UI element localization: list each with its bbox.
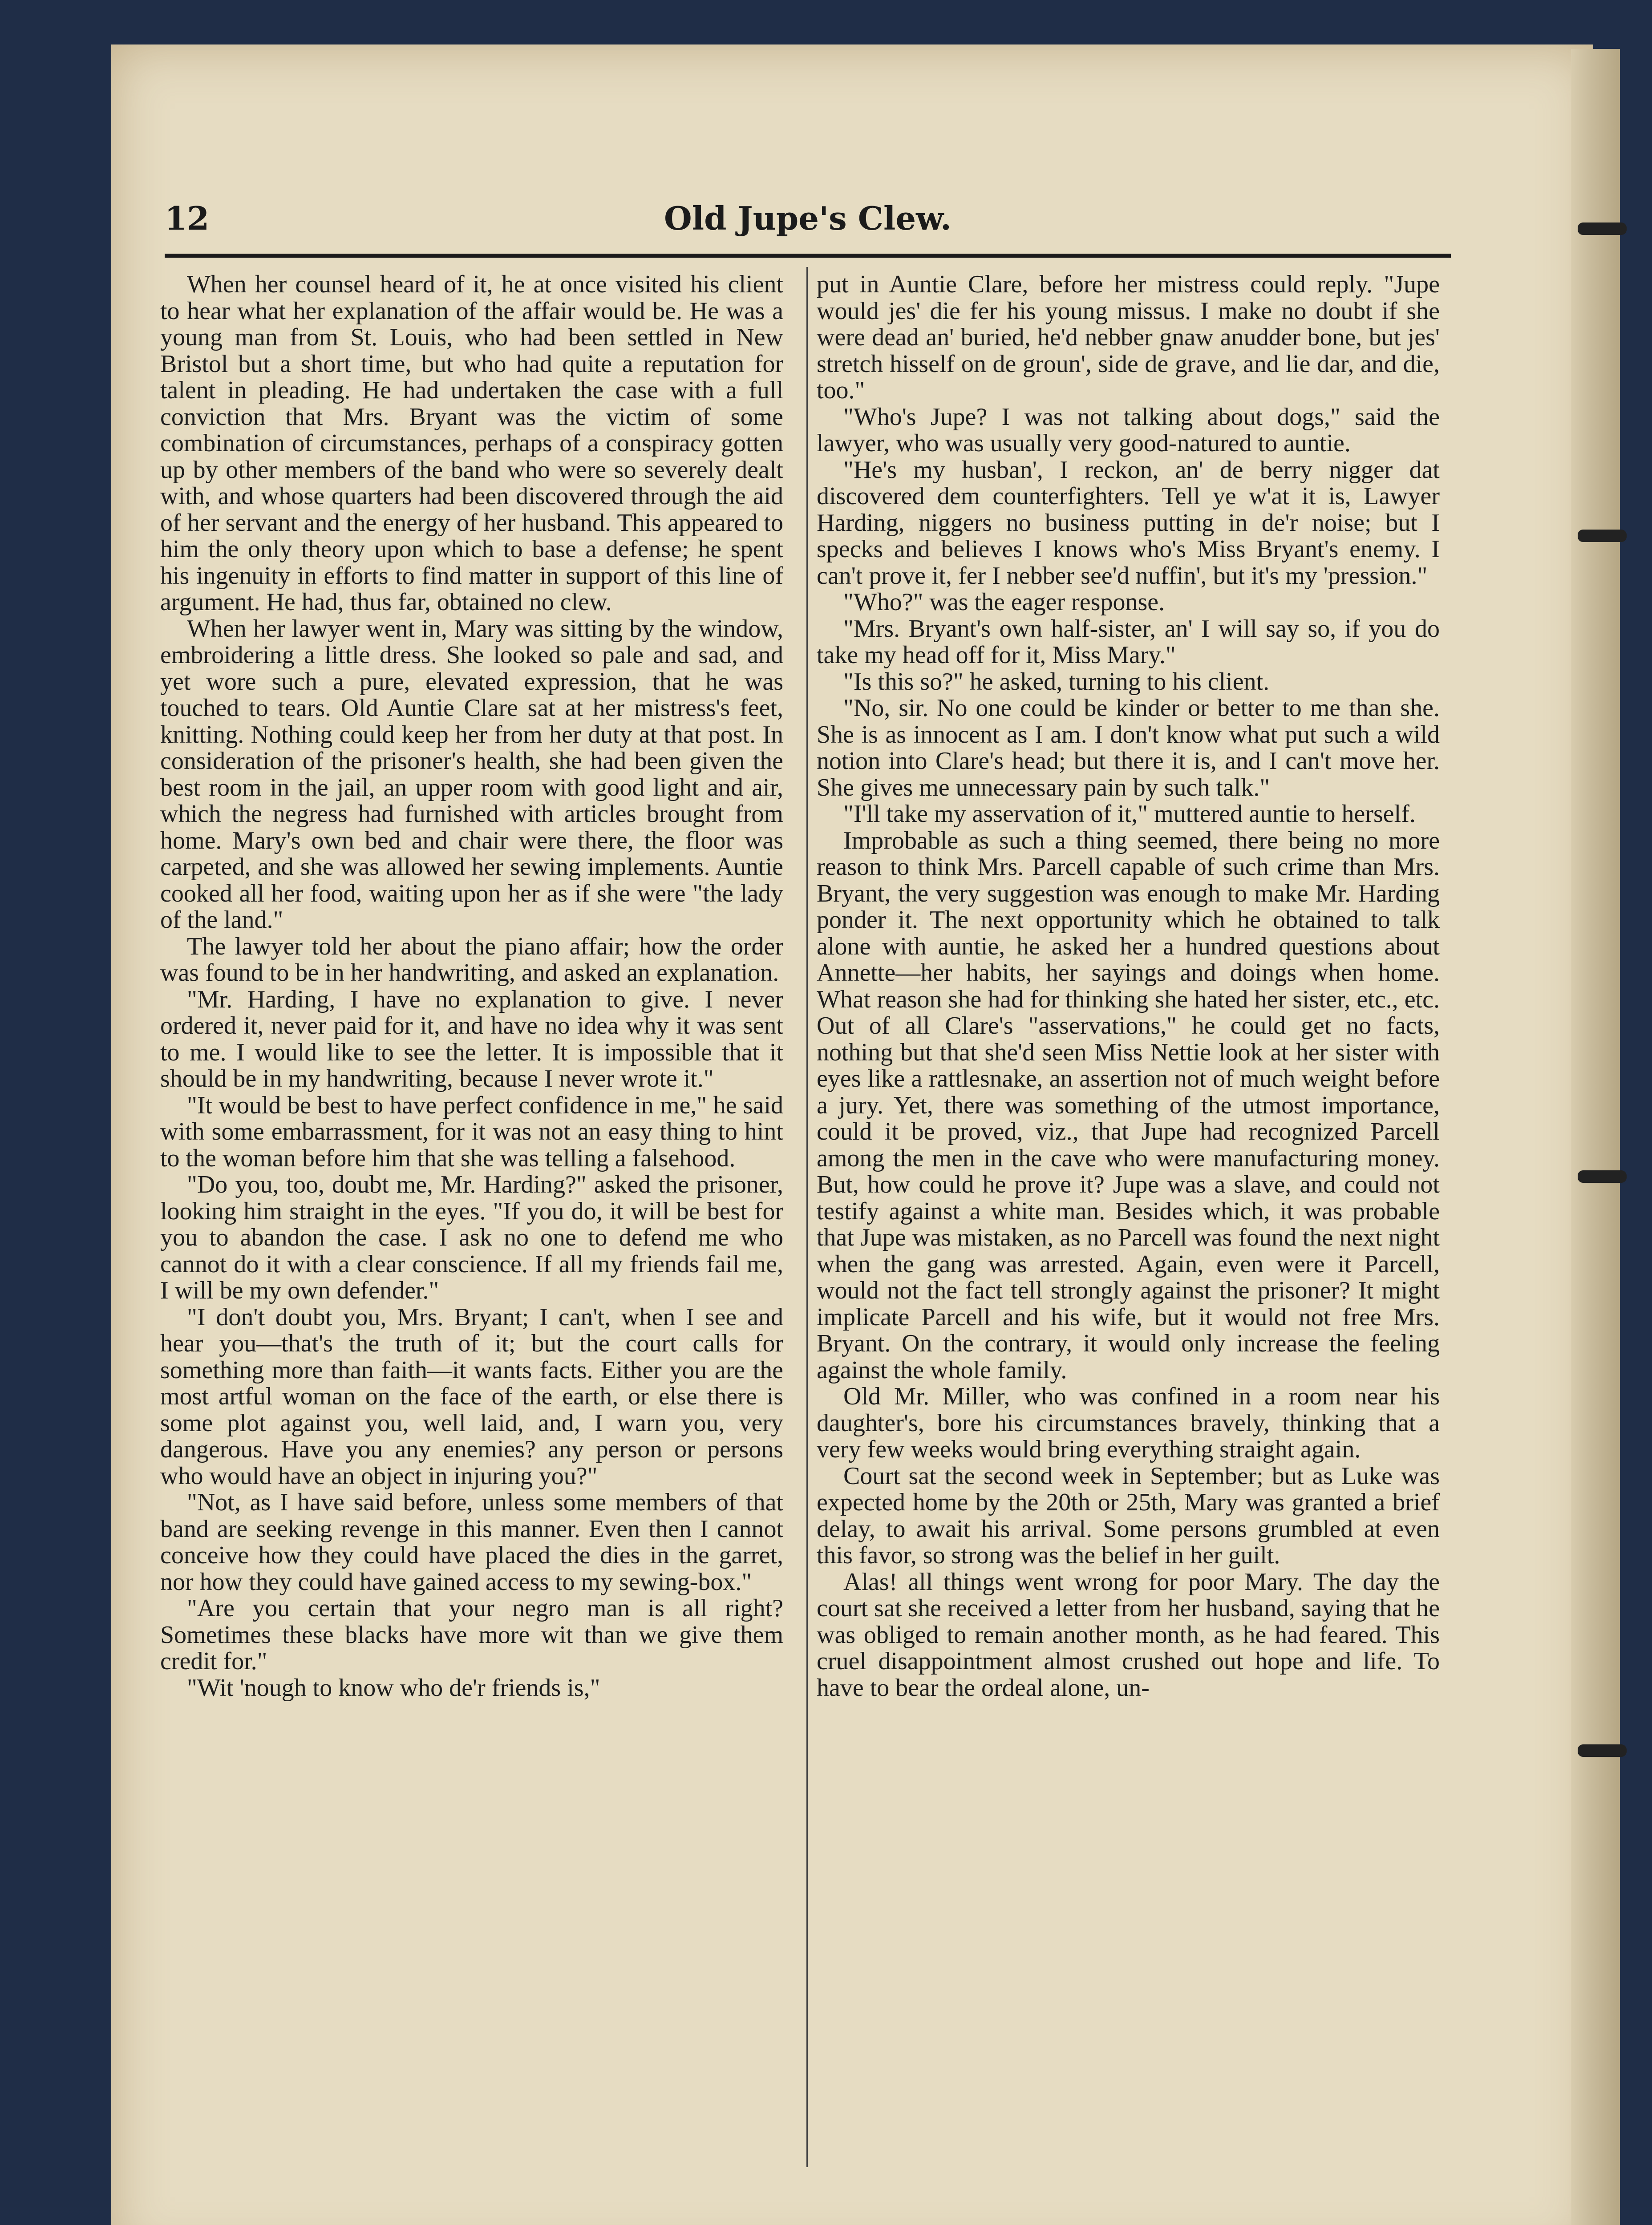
paragraph: "I'll take my asservation of it," muttered auntie to herself. [843, 800, 1416, 828]
paragraph: Alas! all things went wrong for poor Mary. The day the court sat she received a letter from her husband, saying that he was obliged to remain another month, as he had feared. This cruel disappointment almost crushed out hope and life. To have to bear the ordeal alone, un- [817, 1568, 1440, 1702]
paragraph: "Not, as I have said before, unless some members of that band are seeking revenge in this manner. Even then I cannot conceive how they could have placed the dies in the garret, nor how they could have gained access to my sewing-box." [160, 1489, 783, 1596]
right-column [817, 271, 1440, 2158]
paragraph: put in Auntie Clare, before her mistress could reply. "Jupe would jes' die fer his young missus. I make no doubt if she were dead an' buried, he'd nebber gnaw anudder bone, but jes' stretch hisself on de groun', side de grave, and lie dar, and die, too." [817, 271, 1440, 404]
paragraph: "Wit 'nough to know who de'r friends is," [187, 1674, 600, 1702]
paragraph: "Is this so?" he asked, turning to his client. [843, 668, 1270, 696]
paragraph: "No, sir. No one could be kinder or better to me than she. She is as innocent as I am. I don't know what put such a wild notion into Clare's head; but there it is, and I can't move her. She gives me unnecessary pain by such talk." [817, 694, 1440, 801]
paragraph: "Who's Jupe? I was not talking about dogs," said the lawyer, who was usually very good-natured to auntie. [817, 403, 1440, 457]
binding-stitch [1578, 1170, 1627, 1183]
paragraph: Improbable as such a thing seemed, there being no more reason to think Mrs. Parcell capable of such crime than Mrs. Bryant, the very suggestion was enough to make Mr. Harding ponder it. The next opportunity which he obtained to talk alone with auntie, he asked her a hundred questions about Annette—her habits, her sayings and doings when home. What reason she had for thinking she hated her sister, etc., etc. Out of all Clare's "asservations," he could get no facts, nothing but that she'd seen Miss Nettie look at her sister with eyes like a rattlesnake, an assertion not of much weight before a jury. Yet, there was something of the utmost importance, could it be proved, viz., that Jupe had recognized Parcell among the men in the cave who were manufacturing money. But, how could he prove it? Jupe was a slave, and could not testify against a white man. Besides which, it was probable that Jupe was mistaken, as no Parcell was found the next night when the gang was arrested. Again, even were it Parcell, would not the fact tell strongly against the prisoner? It might implicate Parcell and his wife, but it would not free Mrs. Bryant. On the contrary, it would only increase the feeling against the whole family. [817, 826, 1440, 1384]
paragraph: "It would be best to have perfect confidence in me," he said with some embarrassment, for it was not an easy thing to hint to the woman before him that she was telling a falsehood. [160, 1091, 783, 1172]
paragraph: When her counsel heard of it, he at once visited his client to hear what her explanation of the affair would be. He was a young man from St. Louis, who had been settled in New Bristol but a short time, but who had quite a reputation for talent in pleading. He had undertaken the case with a full conviction that Mrs. Bryant was the victim of some combination of circumstances, perhaps of a conspiracy gotten up by other members of the band who were so severely dealt with, and whose quarters had been discovered through the aid of her servant and the energy of her husband. This appeared to him the only theory upon which to base a defense; he spent his ingenuity in efforts to find matter in support of this line of argument. He had, thus far, obtained no clew. [160, 271, 783, 616]
paragraph: "He's my husban', I reckon, an' de berry nigger dat discovered dem counterfighters. Tell ye w'at it is, Lawyer Harding, niggers no business putting in de'r noise; but I specks and believes I knows who's Miss Bryant's enemy. I can't prove it, fer I nebber see'd nuffin', but it's my 'pression." [817, 456, 1440, 590]
binding-stitch [1578, 1744, 1627, 1757]
running-title: Old Jupe's Clew. [664, 199, 952, 237]
paragraph: "Are you certain that your negro man is all right? Sometimes these blacks have more wit than we give them credit for." [160, 1594, 783, 1675]
page-header [165, 196, 1451, 254]
paragraph: Old Mr. Miller, who was confined in a room near his daughter's, bore his circumstances bravely, thinking that a very few weeks would bring everything straight again. [817, 1383, 1440, 1463]
left-column [160, 271, 783, 2158]
paragraph: "Mrs. Bryant's own half-sister, an' I will say so, if you do take my head off for it, Miss Mary." [817, 615, 1440, 669]
paragraph: "Do you, too, doubt me, Mr. Harding?" asked the prisoner, looking him straight in the eyes. "If you do, it will be best for you to abandon the case. I ask no one to defend me who cannot do it with a clear conscience. If all my friends fail me, I will be my own defender." [160, 1171, 783, 1304]
binding-stitch [1578, 222, 1627, 235]
paragraph: "Who?" was the eager response. [843, 588, 1165, 616]
paragraph: "I don't doubt you, Mrs. Bryant; I can't, when I see and hear you—that's the truth of it; but the court calls for something more than faith—it wants facts. Either you are the most artful woman on the face of the earth, or else there is some plot against you, well laid, and, I warn you, very dangerous. Have you any enemies? any person or persons who would have an object in injuring you?" [160, 1303, 783, 1490]
paragraph: The lawyer told her about the piano affair; how the order was found to be in her handwriting, and asked an explanation. [160, 932, 783, 987]
page-number: 12 [165, 199, 210, 237]
column-divider [806, 267, 808, 2167]
page-edge [1571, 49, 1620, 2225]
header-rule [165, 254, 1451, 258]
paragraph: When her lawyer went in, Mary was sitting by the window, embroidering a little dress. She looked so pale and sad, and yet wore such a pure, elevated expression, that he was touched to tears. Old Auntie Clare sat at her mistress's feet, knitting. Nothing could keep her from her duty at that post. In consideration of the prisoner's health, she had been given the best room in the jail, an upper room with good light and air, which the negress had furnished with articles brought from home. Mary's own bed and chair were there, the floor was carpeted, and she was allowed her sewing implements. Auntie cooked all her food, waiting upon her as if she were "the lady of the land." [160, 615, 783, 934]
paragraph: "Mr. Harding, I have no explanation to give. I never ordered it, never paid for it, and have no idea why it was sent to me. I would like to see the letter. It is impossible that it should be in my handwriting, because I never wrote it." [160, 985, 783, 1092]
paragraph: Court sat the second week in September; but as Luke was expected home by the 20th or 25th, Mary was granted a brief delay, to await his arrival. Some persons grumbled at even this favor, so strong was the belief in her guilt. [817, 1462, 1440, 1569]
binding-stitch [1578, 530, 1627, 542]
